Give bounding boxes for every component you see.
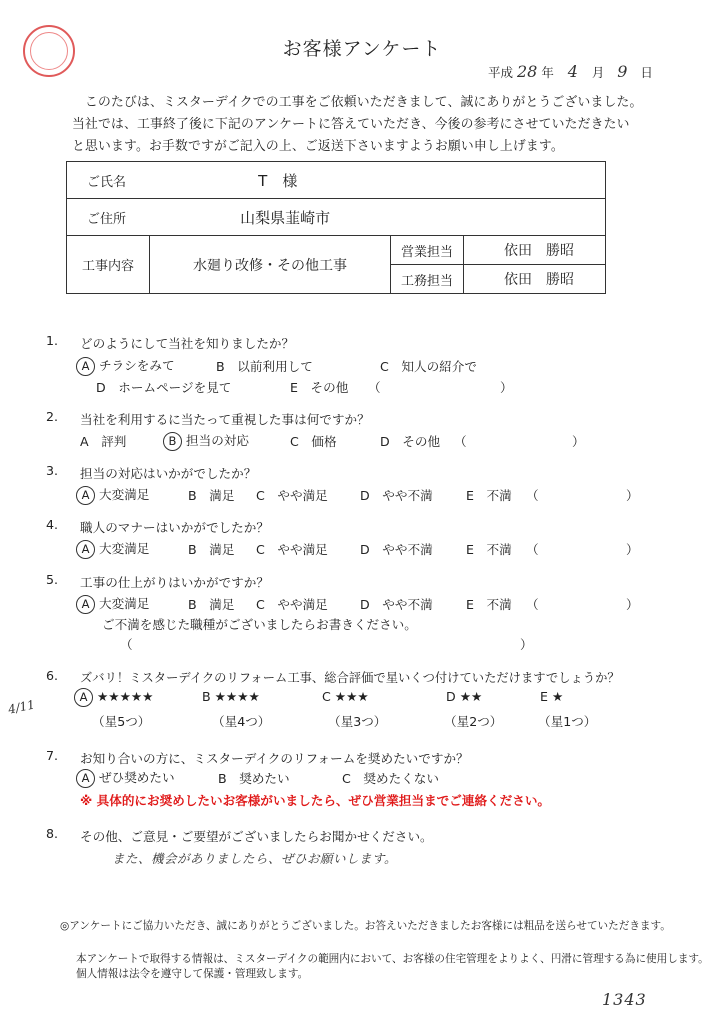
construction-value: 依田 勝昭 <box>464 265 606 294</box>
construction-label: 工務担当 <box>391 265 464 294</box>
q8-text: その他、ご意見・ご要望がございましたらお聞かせください。 <box>80 829 433 844</box>
q8-number: 8. <box>46 826 59 841</box>
q5-option-a[interactable] <box>76 593 149 614</box>
sales-value: 依田 勝昭 <box>464 236 606 265</box>
q6-a-circle: A <box>74 688 93 707</box>
q2-paren-close: ） <box>572 434 585 449</box>
q5-sub-paren-close: ） <box>520 637 533 652</box>
footer-thanks: ◎アンケートにご協力いただき、誠にありがとうございました。お答えいただきましたお客様には粗品を送らせていただきます。 <box>60 920 671 932</box>
q2-b-circle: B <box>163 432 182 451</box>
q3-option-d[interactable]: D やや不満 <box>360 488 433 503</box>
q5-text: 工事の仕上がりはいかがですか？ <box>80 575 269 590</box>
q4-option-a[interactable] <box>76 538 149 559</box>
intro-line-2: 当社では、工事終了後に下記のアンケートに答えていただき、今後の参考にさせていただきたい <box>72 117 630 132</box>
q7-option-c[interactable]: C 奨めたくない <box>342 771 439 786</box>
privacy-line-2: 個人情報は法令を遵守して保護・管理致します。 <box>76 968 309 980</box>
q6-margin-note: 4/11 <box>6 697 37 717</box>
name-row <box>67 162 606 199</box>
q3-option-c[interactable]: C やや満足 <box>256 488 328 503</box>
q7-option-b[interactable]: B 奨めたい <box>218 771 290 786</box>
work-value: 水廻り改修・その他工事 <box>150 236 391 294</box>
q5-number: 5. <box>46 572 59 587</box>
q6-option-e[interactable]: E ★ <box>540 689 564 704</box>
date-day-unit: 日 <box>640 65 653 80</box>
address-row <box>67 199 606 236</box>
page-title: お客様アンケート <box>282 38 442 60</box>
q1-paren-close: ） <box>500 380 513 395</box>
q2-option-a[interactable]: A 評判 <box>80 434 127 449</box>
q3-paren-open: （ <box>526 488 539 503</box>
work-label: 工事内容 <box>67 236 150 294</box>
q1-a-circle: A <box>76 357 95 376</box>
q2-number: 2. <box>46 409 59 424</box>
document-number: 1343 <box>602 990 647 1009</box>
q6-a-caption: （星5つ） <box>92 714 151 729</box>
q5-option-e[interactable]: E 不満 <box>466 597 512 612</box>
q6-option-d[interactable]: D ★★ <box>446 689 483 704</box>
q6-text: ズバリ！ミスターデイクのリフォーム工事、総合評価で星いくつ付けていただけますでしょうか？ <box>80 671 620 685</box>
q4-a-text: 大変満足 <box>99 541 150 556</box>
q1-text: どのようにして当社を知りましたか？ <box>80 336 295 351</box>
q4-paren-close: ） <box>626 542 639 557</box>
q7-a-text: ぜひ奨めたい <box>99 770 175 785</box>
q1-option-c[interactable]: C 知人の紹介で <box>380 359 477 374</box>
name-value: T 様 <box>258 171 298 190</box>
q1-option-a[interactable] <box>76 355 175 376</box>
date-era: 平成 <box>488 65 514 80</box>
q7-number: 7. <box>46 748 59 763</box>
privacy-line-1: 本アンケートで取得する情報は、ミスターデイクの範囲内において、お客様の住宅管理をよりよく、円滑に管理する為に使用します。 <box>76 953 709 965</box>
q7-note: ※ 具体的にお奨めしたいお客様がいましたら、ぜひ営業担当までご連絡ください。 <box>80 793 551 808</box>
q5-option-c[interactable]: C やや満足 <box>256 597 328 612</box>
intro-line-1: このたびは、ミスターデイクでの工事をご依頼いただきまして、誠にありがとうございました。 <box>85 95 643 110</box>
q2-paren-open: （ <box>454 434 467 449</box>
q6-number: 6. <box>46 668 59 683</box>
q4-text: 職人のマナーはいかがでしたか？ <box>80 520 269 535</box>
q5-a-circle: A <box>76 595 95 614</box>
q4-a-circle: A <box>76 540 95 559</box>
q4-option-d[interactable]: D やや不満 <box>360 542 433 557</box>
q2-option-b[interactable] <box>163 430 249 451</box>
q5-sub-paren-open: （ <box>120 637 133 652</box>
date-line <box>488 62 653 81</box>
q2-option-d[interactable]: D その他 <box>380 434 441 449</box>
customer-info-table <box>66 161 606 294</box>
date-month: 4 <box>567 62 578 81</box>
q7-text: お知り合いの方に、ミスターデイクのリフォームを奨めたいですか？ <box>80 751 469 766</box>
q6-b-caption: （星4つ） <box>212 714 271 729</box>
q3-a-text: 大変満足 <box>99 487 150 502</box>
address-label: ご住所 <box>87 211 127 227</box>
q1-option-d[interactable]: D ホームページを見て <box>96 380 232 395</box>
q2-text: 当社を利用するに当たって重視した事は何ですか？ <box>80 412 370 427</box>
q3-option-e[interactable]: E 不満 <box>466 488 512 503</box>
q6-option-a[interactable] <box>74 688 153 707</box>
q6-option-c[interactable]: C ★★★ <box>322 689 369 704</box>
q4-paren-open: （ <box>526 542 539 557</box>
address-value: 山梨県韮崎市 <box>240 208 331 227</box>
q5-option-b[interactable]: B 満足 <box>188 597 235 612</box>
intro-text <box>72 92 642 158</box>
q1-a-text: チラシをみて <box>99 358 175 373</box>
q4-option-c[interactable]: C やや満足 <box>256 542 328 557</box>
q3-option-a[interactable] <box>76 484 149 505</box>
date-month-unit: 月 <box>591 65 605 80</box>
q2-b-text: 担当の対応 <box>186 433 249 448</box>
q1-number: 1. <box>46 333 59 348</box>
date-day: 9 <box>617 62 628 81</box>
q7-a-circle: A <box>76 769 95 788</box>
q6-e-caption: （星1つ） <box>538 714 597 729</box>
q1-paren-open: （ <box>368 380 381 395</box>
q7-option-a[interactable] <box>76 767 175 788</box>
intro-line-3: と思います。お手数ですがご記入の上、ご返送下さいますようお願い申し上げます。 <box>72 139 564 154</box>
q6-a-stars: ★★★★★ <box>97 689 154 704</box>
q3-number: 3. <box>46 463 59 478</box>
q5-sub-text: ご不満を感じた職種がございましたらお書きください。 <box>102 617 417 632</box>
name-label: ご氏名 <box>87 174 127 190</box>
sales-label: 営業担当 <box>391 236 464 265</box>
q1-option-b[interactable]: B 以前利用して <box>216 359 313 374</box>
q2-option-c[interactable]: C 価格 <box>290 434 337 449</box>
q5-paren-open: （ <box>526 597 539 612</box>
q6-d-caption: （星2つ） <box>444 714 503 729</box>
q6-option-b[interactable]: B ★★★★ <box>202 689 260 704</box>
q4-number: 4. <box>46 517 59 532</box>
q3-text: 担当の対応はいかがでしたか？ <box>80 466 257 481</box>
q4-option-b[interactable]: B 満足 <box>188 542 235 557</box>
q8-handwritten-answer: また、機会がありましたら、ぜひお願いします。 <box>112 851 398 866</box>
date-year-unit: 年 <box>541 65 554 80</box>
q3-paren-close: ） <box>626 488 639 503</box>
q3-a-circle: A <box>76 486 95 505</box>
q1-option-e[interactable]: E その他 <box>290 380 349 395</box>
q3-option-b[interactable]: B 満足 <box>188 488 235 503</box>
date-year: 28 <box>517 62 538 81</box>
q5-option-d[interactable]: D やや不満 <box>360 597 433 612</box>
q6-c-caption: （星3つ） <box>328 714 387 729</box>
q4-option-e[interactable]: E 不満 <box>466 542 512 557</box>
q5-a-text: 大変満足 <box>99 596 150 611</box>
q5-paren-close: ） <box>626 597 639 612</box>
